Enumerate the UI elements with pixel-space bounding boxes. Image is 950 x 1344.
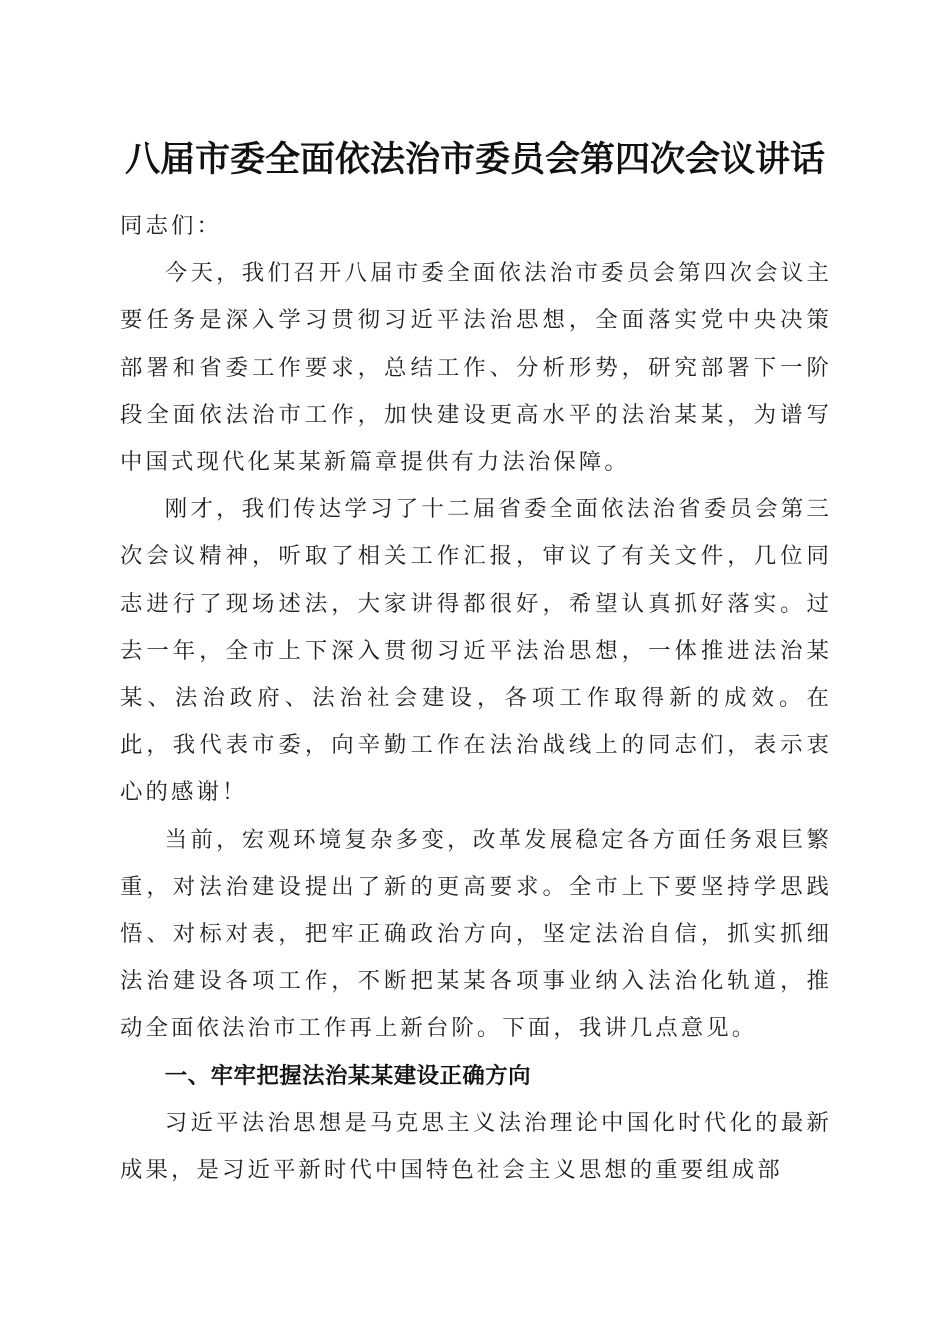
paragraph-current-situation: 当前，宏观环境复杂多变，改革发展稳定各方面任务艰巨繁重，对法治建设提出了新的更高要求。全市上下要坚持学思践悟、对标对表，把牢正确政治方向，坚定法治自信，抓实抓细法治建设各项工作，不断把某某各项事业纳入法治化轨道，推动全面依法治市工作再上新台阶。下面，我讲几点意见。 <box>120 826 832 1042</box>
salutation: 同志们： <box>120 213 222 239</box>
paragraph-section-1: 习近平法治思想是马克思主义法治理论中国化时代化的最新成果，是习近平新时代中国特色社会主义思想的重要组成部 <box>120 1109 832 1184</box>
document-title: 八届市委全面依法治市委员会第四次会议讲话 <box>124 139 825 180</box>
document-body <box>120 203 832 1194</box>
section-heading-1: 一、牢牢把握法治某某建设正确方向 <box>164 1062 532 1089</box>
paragraph-opening: 今天，我们召开八届市委全面依法治市委员会第四次会议主要任务是深入学习贯彻习近平法治思想，全面落实党中央决策部署和省委工作要求，总结工作、分析形势，研究部署下一阶段全面依法治市工作，加快建设更高水平的法治某某，为谱写中国式现代化某某新篇章提供有力法治保障。 <box>120 260 832 476</box>
paragraph-review: 刚才，我们传达学习了十二届省委全面依法治省委员会第三次会议精神，听取了相关工作汇报，审议了有关文件，几位同志进行了现场述法，大家讲得都很好，希望认真抓好落实。过去一年，全市上下深入贯彻习近平法治思想，一体推进法治某某、法治政府、法治社会建设，各项工作取得新的成效。在此，我代表市委，向辛勤工作在法治战线上的同志们，表示衷心的感谢！ <box>120 496 832 806</box>
